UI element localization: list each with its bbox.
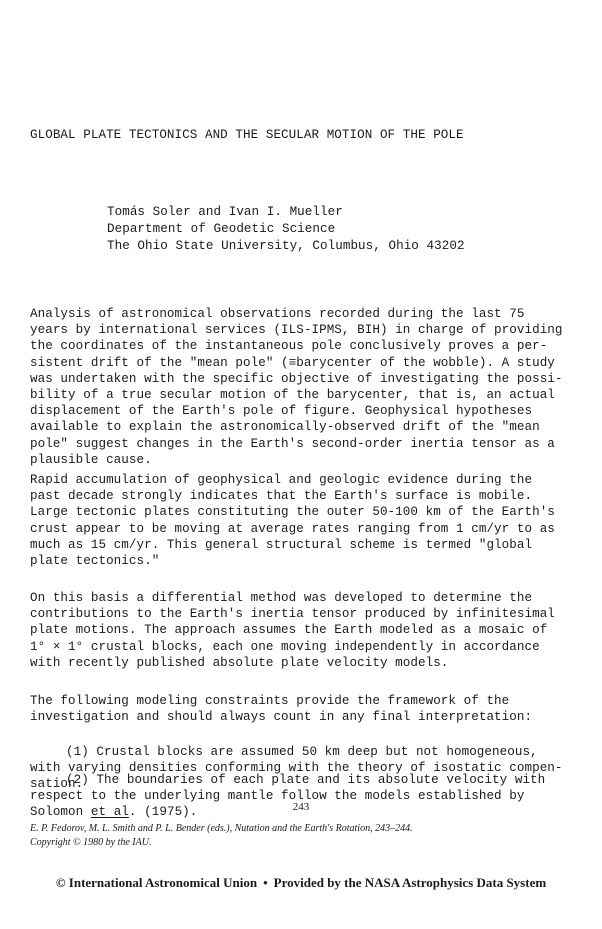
abstract-paragraph-4 [30,693,575,725]
author-institution: The Ohio State University, Columbus, Ohio 43202 [107,239,465,253]
abstract-paragraph-1 [30,306,575,468]
text-line: crust appear to be moving at average rates ranging from 1 cm/yr to as [30,521,555,536]
page-number: 243 [292,801,310,813]
text-line: years by international services (ILS-IPMS, BIH) in charge of providing [30,323,563,338]
text-line: Large tectonic plates constituting the outer 50-100 km of the Earth's [30,505,555,520]
footer-banner [0,875,602,891]
text-line: investigation and should always count in any final interpretation: [30,710,533,725]
text-line: Analysis of astronomical observations recorded during the last 75 [30,307,525,321]
text-line: respect to the underlying mantle follow the models established by [30,789,525,804]
text-line: with recently published absolute plate velocity models. [30,655,449,670]
text-line: plate motions. The approach assumes the Earth modeled as a mosaic of [30,623,548,638]
text-line: 1° × 1° crustal blocks, each one moving independently in accordance [30,639,540,654]
text-line: On this basis a differential method was developed to determine the [30,591,533,605]
bullet-separator: • [263,875,268,890]
text-line: sation. [30,777,84,792]
text-line: the coordinates of the instantaneous pole conclusively proves a per- [30,339,548,354]
text-line: plate tectonics." [30,554,160,569]
author-department: Department of Geodetic Science [107,222,336,236]
citation-line: E. P. Fedorov, M. L. Smith and P. L. Bender (eds.), Nutation and the Earth's Rotation, 243–244. [30,823,413,834]
text-line: pole" suggest changes in the Earth's second-order inertia tensor as a [30,436,555,451]
footer-ads: Provided by the NASA Astrophysics Data System [273,875,547,890]
text-line: available to explain the astronomically-observed drift of the "mean [30,420,540,435]
text-line: Rapid accumulation of geophysical and geologic evidence during the [30,473,533,487]
text-line: displacement of the Earth's pole of figure. Geophysical hypotheses [30,404,533,419]
copyright-line: Copyright © 1980 by the IAU. [30,837,152,848]
author-names: Tomás Soler and Ivan I. Mueller [107,205,343,219]
text-fragment: . (1975). [128,805,198,820]
underlined-et-al: et al [90,805,129,820]
abstract-paragraph-2 [30,472,575,569]
constraint-2 [30,772,575,821]
abstract-paragraph-3 [30,590,575,671]
footer-iau: © International Astronomical Union [55,875,258,890]
text-line: contributions to the Earth's inertia tensor produced by infinitesimal [30,607,555,622]
text-fragment: Solomon [30,805,91,820]
text-line: was undertaken with the specific objective of investigating the possi- [30,371,563,386]
text-line: plausible cause. [30,452,152,467]
text-line: much as 15 cm/yr. This general structural scheme is termed "global [30,537,533,552]
text-line: The following modeling constraints provide the framework of the [30,694,510,708]
citation-block [30,822,413,850]
author-block [107,204,465,255]
text-line: (2) The boundaries of each plate and its absolute velocity with [66,773,546,787]
text-line: sistent drift of the "mean pole" (≡barycenter of the wobble). A study [30,355,555,370]
text-line: bility of a true secular motion of the barycenter, that is, an actual [30,388,555,403]
text-line: past decade strongly indicates that the Earth's surface is mobile. [30,489,533,504]
text-line: with varying densities conforming with the theory of isostatic compen- [30,761,563,776]
paper-title: GLOBAL PLATE TECTONICS AND THE SECULAR MOTION OF THE POLE [30,128,464,142]
text-line: (1) Crustal blocks are assumed 50 km deep but not homogeneous, [66,745,538,759]
